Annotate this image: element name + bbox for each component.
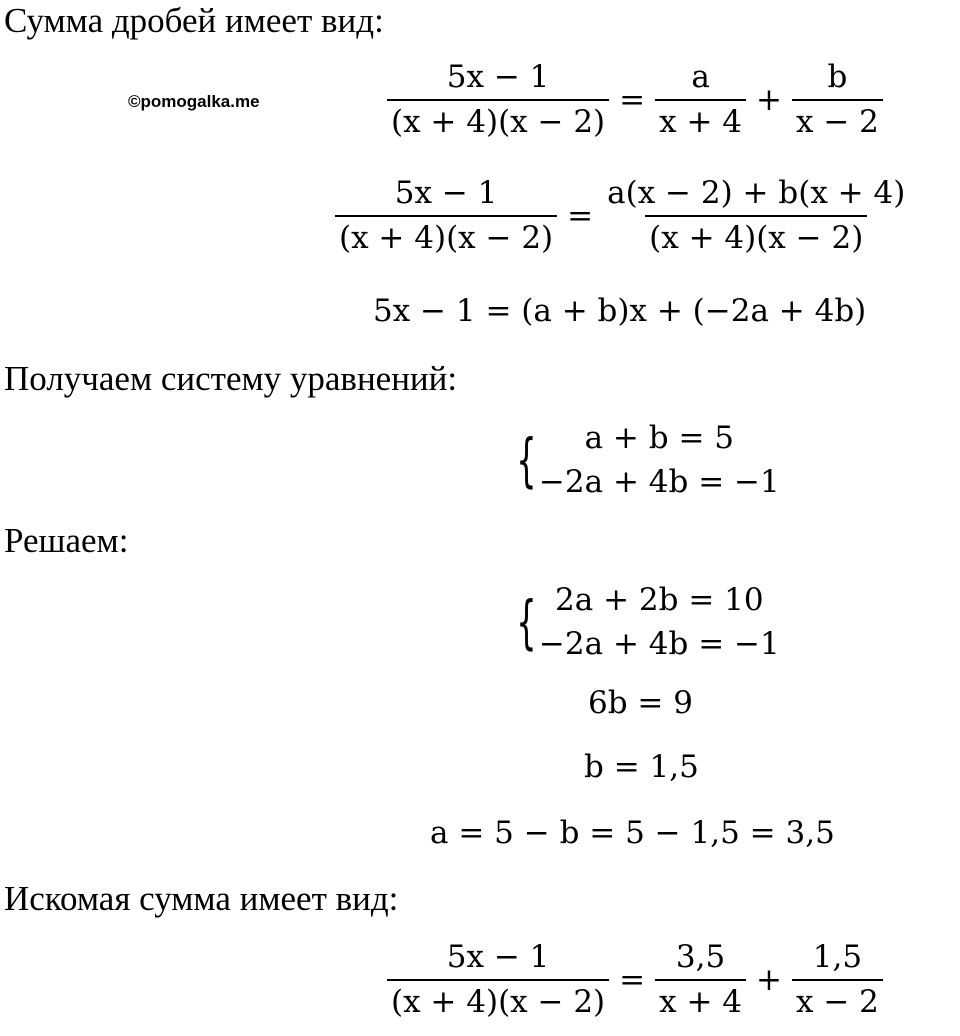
brace: {	[516, 588, 537, 656]
denominator: (x + 4)(x − 2)	[387, 99, 609, 138]
equation-result	[384, 939, 886, 1020]
watermark: ©pomogalka.me	[128, 92, 260, 111]
equation-a: a = 5 − b = 5 − 1,5 = 3,5	[430, 815, 835, 851]
equals-sign: =	[567, 197, 594, 234]
numerator: 1,5	[812, 939, 863, 975]
system-line: −2a + 4b = −1	[538, 464, 780, 500]
denominator: x − 2	[792, 99, 883, 138]
numerator: 5x − 1	[446, 59, 550, 95]
equals-sign: =	[619, 961, 646, 998]
system-line: 2a + 2b = 10	[555, 582, 764, 618]
system-text: Получаем систему уравнений:	[4, 359, 458, 398]
fraction	[387, 939, 609, 1020]
result-text: Искомая сумма имеет вид:	[4, 879, 399, 918]
denominator: (x + 4)(x − 2)	[387, 979, 609, 1018]
denominator: (x + 4)(x − 2)	[645, 215, 867, 254]
equals-sign: =	[619, 81, 646, 118]
fraction	[792, 939, 883, 1020]
equation-common-denominator	[332, 175, 912, 256]
numerator: a	[691, 59, 710, 95]
numerator: b	[827, 59, 848, 95]
numerator: 5x − 1	[446, 939, 550, 975]
denominator: x + 4	[655, 979, 746, 1018]
system-line: −2a + 4b = −1	[538, 626, 780, 662]
solve-text: Решаем:	[4, 521, 129, 560]
plus-sign: +	[756, 81, 783, 118]
fraction	[655, 59, 746, 140]
plus-sign: +	[756, 961, 783, 998]
equation-6b: 6b = 9	[588, 685, 693, 721]
fraction	[387, 59, 609, 140]
numerator: 3,5	[675, 939, 726, 975]
brace: {	[516, 426, 537, 494]
fraction	[335, 175, 557, 256]
equation-expanded: 5x − 1 = (a + b)x + (−2a + 4b)	[373, 293, 867, 329]
numerator: a(x − 2) + b(x + 4)	[607, 175, 906, 211]
fraction	[792, 59, 883, 140]
fraction	[603, 175, 909, 256]
equation-partial-fractions	[384, 59, 886, 140]
equation-system-2	[508, 578, 780, 666]
numerator: 5x − 1	[394, 175, 498, 211]
equation-system-1	[508, 416, 780, 504]
denominator: x + 4	[655, 99, 746, 138]
system-line: a + b = 5	[584, 420, 735, 456]
fraction	[655, 939, 746, 1020]
intro-text: Сумма дробей имеет вид:	[4, 1, 384, 40]
equation-b: b = 1,5	[584, 749, 699, 785]
denominator: (x + 4)(x − 2)	[335, 215, 557, 254]
denominator: x − 2	[792, 979, 883, 1018]
